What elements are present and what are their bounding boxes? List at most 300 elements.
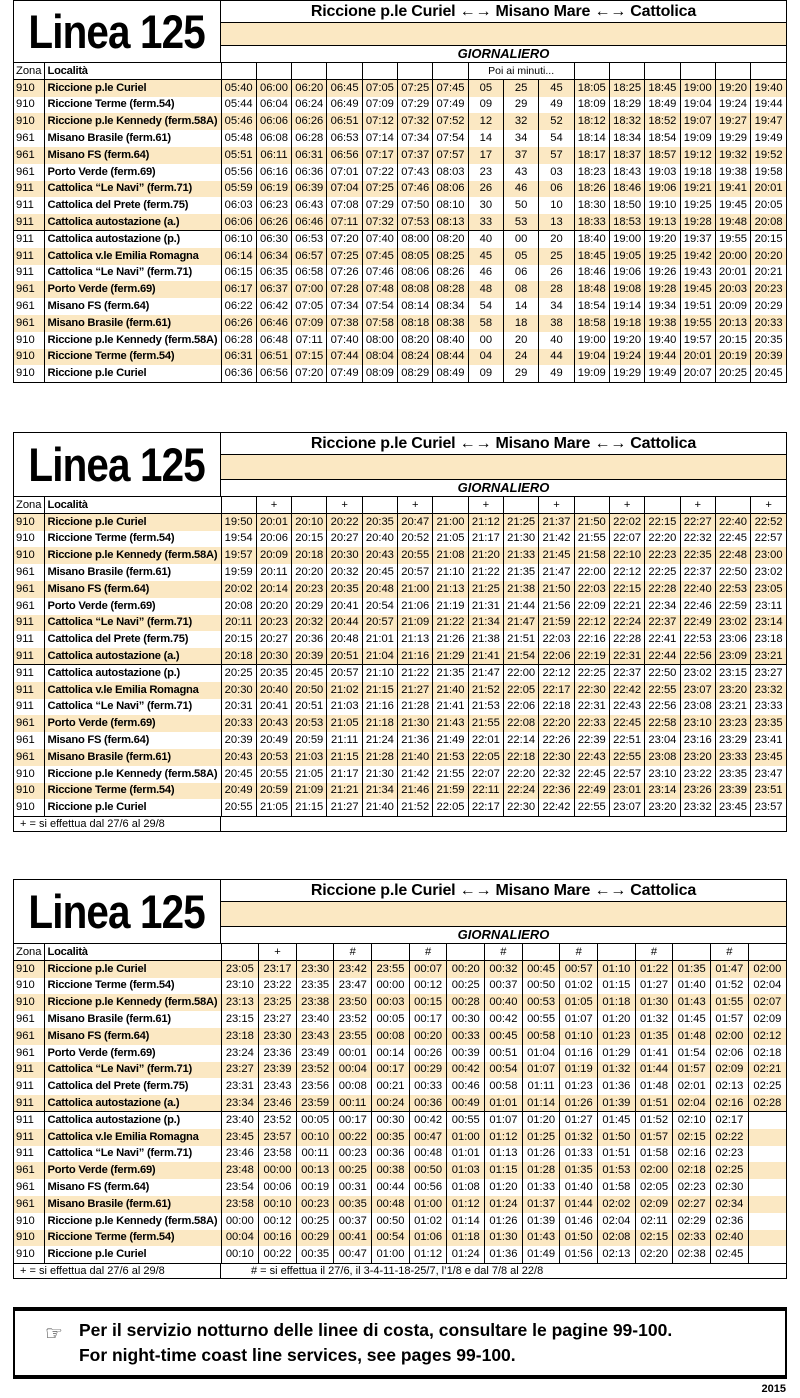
time-cell: 01:58: [598, 1179, 636, 1196]
stop-name: Cattolica autostazione (p.): [44, 665, 221, 682]
trip-mark: #: [635, 944, 673, 961]
time-cell: 01:48: [673, 1028, 711, 1045]
table-row: [14, 648, 786, 665]
table-row: [14, 598, 786, 615]
table-row: [14, 164, 786, 181]
time-cell: 23:04: [645, 732, 680, 749]
trip-mark: +: [259, 944, 297, 961]
header-blank-cell: [715, 63, 750, 80]
time-cell: 06:31: [221, 349, 256, 366]
time-cell: 23:40: [221, 1112, 259, 1129]
time-cell: 19:43: [680, 265, 715, 282]
zone-cell: 961: [16, 300, 35, 313]
time-cell: 21:13: [433, 581, 468, 598]
time-cell: 00:55: [447, 1112, 485, 1129]
time-cell: 22:46: [680, 598, 715, 615]
stop-name: Riccione p.le Kennedy (ferm.58A): [44, 994, 221, 1011]
time-cell: 19:04: [680, 97, 715, 114]
time-cell: 00:29: [409, 1062, 447, 1079]
time-cell: [748, 1179, 786, 1196]
table-row: [14, 682, 786, 699]
zone-cell: 910: [16, 333, 35, 346]
time-cell: 01:11: [522, 1078, 560, 1095]
time-cell: 21:45: [539, 547, 574, 564]
time-cell: 00:38: [372, 1162, 410, 1179]
stop-name: Misano FS (ferm.64): [44, 1179, 221, 1196]
time-cell: 00:12: [409, 978, 447, 995]
time-cell: 06:04: [256, 97, 291, 114]
zone-cell: 910: [16, 1248, 35, 1261]
time-cell: 23:27: [259, 1011, 297, 1028]
time-cell: 22:21: [609, 598, 644, 615]
time-cell: 19:00: [680, 80, 715, 97]
time-cell: 07:28: [327, 281, 362, 298]
stop-name: Riccione p.le Curiel: [44, 799, 221, 816]
time-cell: 02:06: [711, 1045, 749, 1062]
zone-cell: 911: [14, 1129, 44, 1146]
time-cell: 22:42: [609, 682, 644, 699]
time-cell: 20:57: [362, 615, 397, 632]
time-cell: 23:57: [259, 1129, 297, 1146]
trip-mark: [504, 497, 539, 514]
time-cell: 02:00: [711, 1028, 749, 1045]
time-cell: 00:23: [334, 1146, 372, 1163]
time-cell: 20:45: [292, 665, 327, 682]
time-cell: 06: [504, 265, 539, 282]
time-cell: 22:43: [609, 699, 644, 716]
time-cell: 01:19: [560, 1062, 598, 1079]
time-cell: 20:20: [751, 248, 786, 265]
time-cell: 20:39: [292, 648, 327, 665]
time-cell: 22:06: [504, 699, 539, 716]
time-cell: 19:29: [609, 365, 644, 382]
time-cell: 01:13: [485, 1146, 523, 1163]
time-cell: 06:23: [256, 197, 291, 214]
time-cell: 00:00: [221, 1213, 259, 1230]
time-cell: 23:49: [296, 1045, 334, 1062]
time-cell: 21:17: [327, 766, 362, 783]
trip-mark: [447, 944, 485, 961]
time-cell: 02:09: [748, 1011, 786, 1028]
time-cell: 00:03: [372, 994, 410, 1011]
time-cell: 00:20: [447, 961, 485, 978]
night-service-notice: [13, 1307, 787, 1379]
time-cell: 02:21: [748, 1062, 786, 1079]
time-cell: 22:20: [504, 766, 539, 783]
time-cell: 23:22: [259, 978, 297, 995]
time-cell: 23:31: [221, 1078, 259, 1095]
stop-name: Misano Brasile (ferm.61): [44, 315, 221, 332]
time-cell: 21:11: [327, 732, 362, 749]
time-cell: 02:01: [673, 1078, 711, 1095]
time-cell: 01:52: [711, 978, 749, 995]
table-row: [14, 231, 786, 248]
localita-header: Località: [44, 63, 221, 80]
table-row: [14, 749, 786, 766]
time-cell: 21:42: [398, 766, 433, 783]
time-cell: 02:18: [748, 1045, 786, 1062]
time-cell: 02:27: [673, 1196, 711, 1213]
notice-line-italian: Per il servizio notturno delle linee di costa, consultare le pagine 99-100.: [78, 1320, 673, 1340]
table-row: [14, 365, 786, 382]
time-cell: 00:06: [259, 1179, 297, 1196]
time-cell: 06:56: [256, 365, 291, 382]
panel-header: [14, 1, 786, 63]
time-cell: 22:23: [645, 547, 680, 564]
time-cell: 01:20: [522, 1112, 560, 1129]
header-blank-cell: [256, 63, 291, 80]
time-cell: 01:35: [560, 1162, 598, 1179]
time-cell: 57: [539, 147, 574, 164]
time-cell: 07:34: [327, 298, 362, 315]
time-cell: 23:40: [296, 1011, 334, 1028]
time-cell: 22:25: [645, 564, 680, 581]
trip-mark: +: [680, 497, 715, 514]
time-cell: 18:57: [645, 147, 680, 164]
zone-cell: 910: [14, 349, 44, 366]
time-cell: 05:59: [221, 181, 256, 198]
time-cell: 22:48: [715, 547, 750, 564]
time-cell: 23:52: [296, 1062, 334, 1079]
time-cell: 01:16: [560, 1045, 598, 1062]
time-cell: 22:45: [574, 766, 609, 783]
trip-mark: [221, 497, 256, 514]
time-cell: 07:09: [362, 97, 397, 114]
time-cell: 23:50: [334, 994, 372, 1011]
time-cell: 01:55: [711, 994, 749, 1011]
time-cell: 23:45: [221, 1129, 259, 1146]
trip-mark: +: [398, 497, 433, 514]
time-cell: 20:01: [680, 349, 715, 366]
time-cell: 20:25: [715, 365, 750, 382]
time-cell: 07:20: [327, 231, 362, 248]
time-cell: 20:47: [398, 514, 433, 531]
time-cell: 22:02: [609, 514, 644, 531]
time-cell: 19:48: [715, 214, 750, 231]
time-cell: 20:01: [751, 181, 786, 198]
table-row: [14, 1246, 786, 1263]
time-cell: 19:55: [680, 315, 715, 332]
time-cell: 21:28: [362, 749, 397, 766]
stop-name: Cattolica “Le Navi” (ferm.71): [44, 1146, 221, 1163]
time-cell: 21:00: [398, 581, 433, 598]
time-cell: 22:33: [574, 715, 609, 732]
time-cell: 45: [468, 248, 503, 265]
time-cell: 40: [468, 231, 503, 248]
time-cell: 22:30: [539, 749, 574, 766]
time-cell: 21:52: [468, 682, 503, 699]
time-cell: 08:05: [398, 248, 433, 265]
table-row: [14, 1146, 786, 1163]
time-cell: 23:41: [751, 732, 786, 749]
time-cell: 01:05: [560, 994, 598, 1011]
time-cell: 21:16: [398, 648, 433, 665]
time-cell: [748, 1246, 786, 1263]
table-row: [14, 1230, 786, 1247]
time-cell: 22:03: [539, 631, 574, 648]
time-cell: 21:30: [398, 715, 433, 732]
zona-header: Zona: [14, 497, 44, 514]
time-cell: 05: [504, 248, 539, 265]
time-cell: 06:30: [256, 231, 291, 248]
time-cell: 21:27: [398, 682, 433, 699]
time-cell: 18:45: [645, 80, 680, 97]
time-cell: 00:17: [409, 1011, 447, 1028]
table-row: [14, 1213, 786, 1230]
stop-name: Riccione p.le Curiel: [44, 1246, 221, 1263]
time-cell: 21:10: [362, 665, 397, 682]
time-cell: 20:11: [256, 564, 291, 581]
time-cell: 07:38: [327, 315, 362, 332]
stop-name: Misano FS (ferm.64): [44, 147, 221, 164]
time-cell: 20:48: [362, 581, 397, 598]
time-cell: 23:20: [645, 799, 680, 816]
zone-cell: 911: [14, 1062, 44, 1079]
time-cell: [748, 1213, 786, 1230]
time-cell: 14: [468, 130, 503, 147]
time-cell: 07:26: [327, 265, 362, 282]
time-cell: 22:45: [609, 715, 644, 732]
table-row: [14, 1078, 786, 1095]
stop-name: Porto Verde (ferm.69): [44, 164, 221, 181]
time-cell: 08:24: [398, 349, 433, 366]
route-title: Riccione p.le Curiel ←→ Misano Mare ←→ Cattolica: [221, 433, 786, 455]
time-cell: 18:25: [609, 80, 644, 97]
time-cell: 19:13: [645, 214, 680, 231]
time-cell: 18:54: [574, 298, 609, 315]
time-cell: 01:23: [560, 1078, 598, 1095]
time-cell: 20:53: [256, 749, 291, 766]
time-cell: 18:33: [574, 214, 609, 231]
time-cell: 07:50: [398, 197, 433, 214]
time-cell: 00:30: [372, 1112, 410, 1129]
time-cell: 01:26: [560, 1095, 598, 1112]
stop-name: Misano Brasile (ferm.61): [44, 564, 221, 581]
time-cell: 20:55: [256, 766, 291, 783]
zone-cell: 910: [14, 514, 44, 531]
time-cell: 00:47: [334, 1246, 372, 1263]
time-cell: 00:23: [296, 1196, 334, 1213]
time-cell: 20:08: [751, 214, 786, 231]
time-cell: 05:51: [221, 147, 256, 164]
time-cell: 22:27: [680, 514, 715, 531]
table-row: [14, 1129, 786, 1146]
time-cell: 20:35: [256, 665, 291, 682]
time-cell: 19:21: [680, 181, 715, 198]
time-cell: 06:28: [292, 130, 327, 147]
time-cell: 23:14: [751, 615, 786, 632]
time-cell: 06:28: [221, 332, 256, 349]
time-cell: 05:46: [221, 113, 256, 130]
time-cell: 22:35: [680, 547, 715, 564]
footnote-plus: + = si effettua dal 27/6 al 29/8: [14, 1264, 221, 1278]
time-cell: 19:07: [680, 113, 715, 130]
time-cell: 21:15: [327, 749, 362, 766]
time-cell: 07:49: [433, 97, 468, 114]
time-cell: 23:35: [296, 978, 334, 995]
time-cell: 21:13: [398, 631, 433, 648]
time-cell: 23:46: [259, 1095, 297, 1112]
time-cell: 19:44: [645, 349, 680, 366]
time-cell: 23:39: [259, 1062, 297, 1079]
time-cell: 19:42: [680, 248, 715, 265]
time-cell: 23:10: [645, 766, 680, 783]
time-cell: 06:36: [221, 365, 256, 382]
time-cell: 21:38: [504, 581, 539, 598]
time-cell: 23:10: [680, 715, 715, 732]
time-cell: 21:58: [574, 547, 609, 564]
time-cell: 05:56: [221, 164, 256, 181]
time-cell: 01:41: [635, 1045, 673, 1062]
time-cell: 19:51: [680, 298, 715, 315]
time-cell: 07:48: [362, 281, 397, 298]
zone-cell: 911: [16, 199, 34, 212]
header-blank-cell: [433, 63, 468, 80]
table-row: [14, 315, 786, 332]
time-cell: 01:01: [447, 1146, 485, 1163]
time-cell: 22:49: [574, 783, 609, 800]
time-cell: 17: [468, 147, 503, 164]
time-cell: 20:59: [256, 783, 291, 800]
time-cell: 06:56: [327, 147, 362, 164]
time-cell: 20:55: [398, 547, 433, 564]
time-cell: 08:08: [398, 281, 433, 298]
time-cell: 02:00: [748, 961, 786, 978]
table-row: [14, 1179, 786, 1196]
stop-name: Cattolica v.le Emilia Romagna: [44, 682, 221, 699]
time-cell: 22:55: [645, 682, 680, 699]
time-cell: 07:46: [398, 181, 433, 198]
time-cell: 18:14: [574, 130, 609, 147]
time-cell: 01:54: [673, 1045, 711, 1062]
time-cell: 21:25: [504, 514, 539, 531]
time-cell: 02:20: [635, 1246, 673, 1263]
time-cell: 01:39: [598, 1095, 636, 1112]
time-cell: 00:00: [372, 978, 410, 995]
time-cell: 08:38: [433, 315, 468, 332]
time-cell: 20:30: [256, 648, 291, 665]
time-cell: 01:12: [485, 1129, 523, 1146]
time-cell: 06:17: [221, 281, 256, 298]
time-cell: 19:10: [645, 197, 680, 214]
time-cell: 00:45: [522, 961, 560, 978]
time-cell: 21:28: [398, 699, 433, 716]
time-cell: 22:34: [645, 598, 680, 615]
time-cell: 22:15: [645, 514, 680, 531]
time-cell: 22:16: [574, 631, 609, 648]
time-cell: 07:05: [362, 80, 397, 97]
stop-name: Porto Verde (ferm.69): [44, 281, 221, 298]
time-cell: 01:32: [635, 1011, 673, 1028]
time-cell: 08:49: [433, 365, 468, 382]
zone-cell: 961: [16, 165, 35, 178]
time-cell: 01:36: [485, 1246, 523, 1263]
time-cell: 00:04: [334, 1062, 372, 1079]
time-cell: 23:48: [221, 1162, 259, 1179]
time-cell: 07:09: [292, 315, 327, 332]
time-cell: 22:05: [433, 799, 468, 816]
time-cell: 18:37: [609, 147, 644, 164]
time-cell: 20:41: [327, 598, 362, 615]
stop-name: Cattolica autostazione (p.): [44, 1112, 221, 1129]
zone-cell: 961: [16, 1046, 35, 1059]
time-cell: 53: [504, 214, 539, 231]
time-cell: 21:42: [539, 531, 574, 548]
time-cell: 01:44: [635, 1062, 673, 1079]
zone-cell: 911: [14, 214, 44, 231]
time-cell: 21:27: [327, 799, 362, 816]
time-cell: 01:36: [598, 1078, 636, 1095]
time-cell: 06:45: [327, 80, 362, 97]
time-cell: 20:43: [256, 715, 291, 732]
time-cell: 23:08: [645, 749, 680, 766]
time-cell: 06:42: [256, 298, 291, 315]
time-cell: 06:15: [221, 265, 256, 282]
time-cell: 01:45: [598, 1112, 636, 1129]
header-blank-cell: [751, 63, 786, 80]
zone-cell: 911: [14, 248, 44, 265]
table-row: [14, 113, 786, 130]
time-cell: 01:10: [560, 1028, 598, 1045]
time-cell: 01:40: [673, 978, 711, 995]
time-cell: 20:19: [715, 349, 750, 366]
time-cell: 00:55: [522, 1011, 560, 1028]
time-cell: 23:15: [715, 665, 750, 682]
time-cell: 18:54: [645, 130, 680, 147]
time-cell: 21:31: [468, 598, 503, 615]
time-cell: 01:14: [447, 1213, 485, 1230]
time-cell: 23:06: [715, 631, 750, 648]
time-cell: 29: [504, 365, 539, 382]
time-cell: 22:57: [609, 766, 644, 783]
time-cell: 23:18: [221, 1028, 259, 1045]
time-cell: 20:44: [327, 615, 362, 632]
time-cell: 00:39: [447, 1045, 485, 1062]
time-cell: 21:12: [468, 514, 503, 531]
time-cell: 23:26: [680, 783, 715, 800]
time-cell: 00:08: [372, 1028, 410, 1045]
time-cell: 06:43: [292, 197, 327, 214]
time-cell: 23:22: [680, 766, 715, 783]
time-cell: 00:13: [296, 1162, 334, 1179]
time-cell: 23:58: [221, 1196, 259, 1213]
time-cell: 01:15: [598, 978, 636, 995]
panel-header: [14, 433, 786, 497]
time-cell: 20:41: [256, 699, 291, 716]
time-cell: 00:58: [522, 1028, 560, 1045]
time-cell: 22:07: [609, 531, 644, 548]
time-cell: 20:27: [327, 531, 362, 548]
time-cell: 07:29: [362, 197, 397, 214]
time-cell: 23:10: [221, 978, 259, 995]
time-cell: 02:25: [711, 1162, 749, 1179]
frequency-label: GIORNALIERO: [221, 45, 786, 62]
time-cell: 23:46: [221, 1146, 259, 1163]
time-cell: 20:18: [292, 547, 327, 564]
time-cell: 22:18: [504, 749, 539, 766]
time-cell: 21:36: [398, 732, 433, 749]
time-cell: 01:08: [447, 1179, 485, 1196]
time-cell: 23:32: [680, 799, 715, 816]
time-cell: 22:03: [574, 581, 609, 598]
zona-header: Zona: [14, 63, 44, 80]
time-cell: 08:20: [398, 332, 433, 349]
time-cell: 01:52: [635, 1112, 673, 1129]
header-blank-cell: [398, 63, 433, 80]
time-cell: 23:01: [609, 783, 644, 800]
time-cell: 02:07: [748, 994, 786, 1011]
time-cell: 02:02: [598, 1196, 636, 1213]
